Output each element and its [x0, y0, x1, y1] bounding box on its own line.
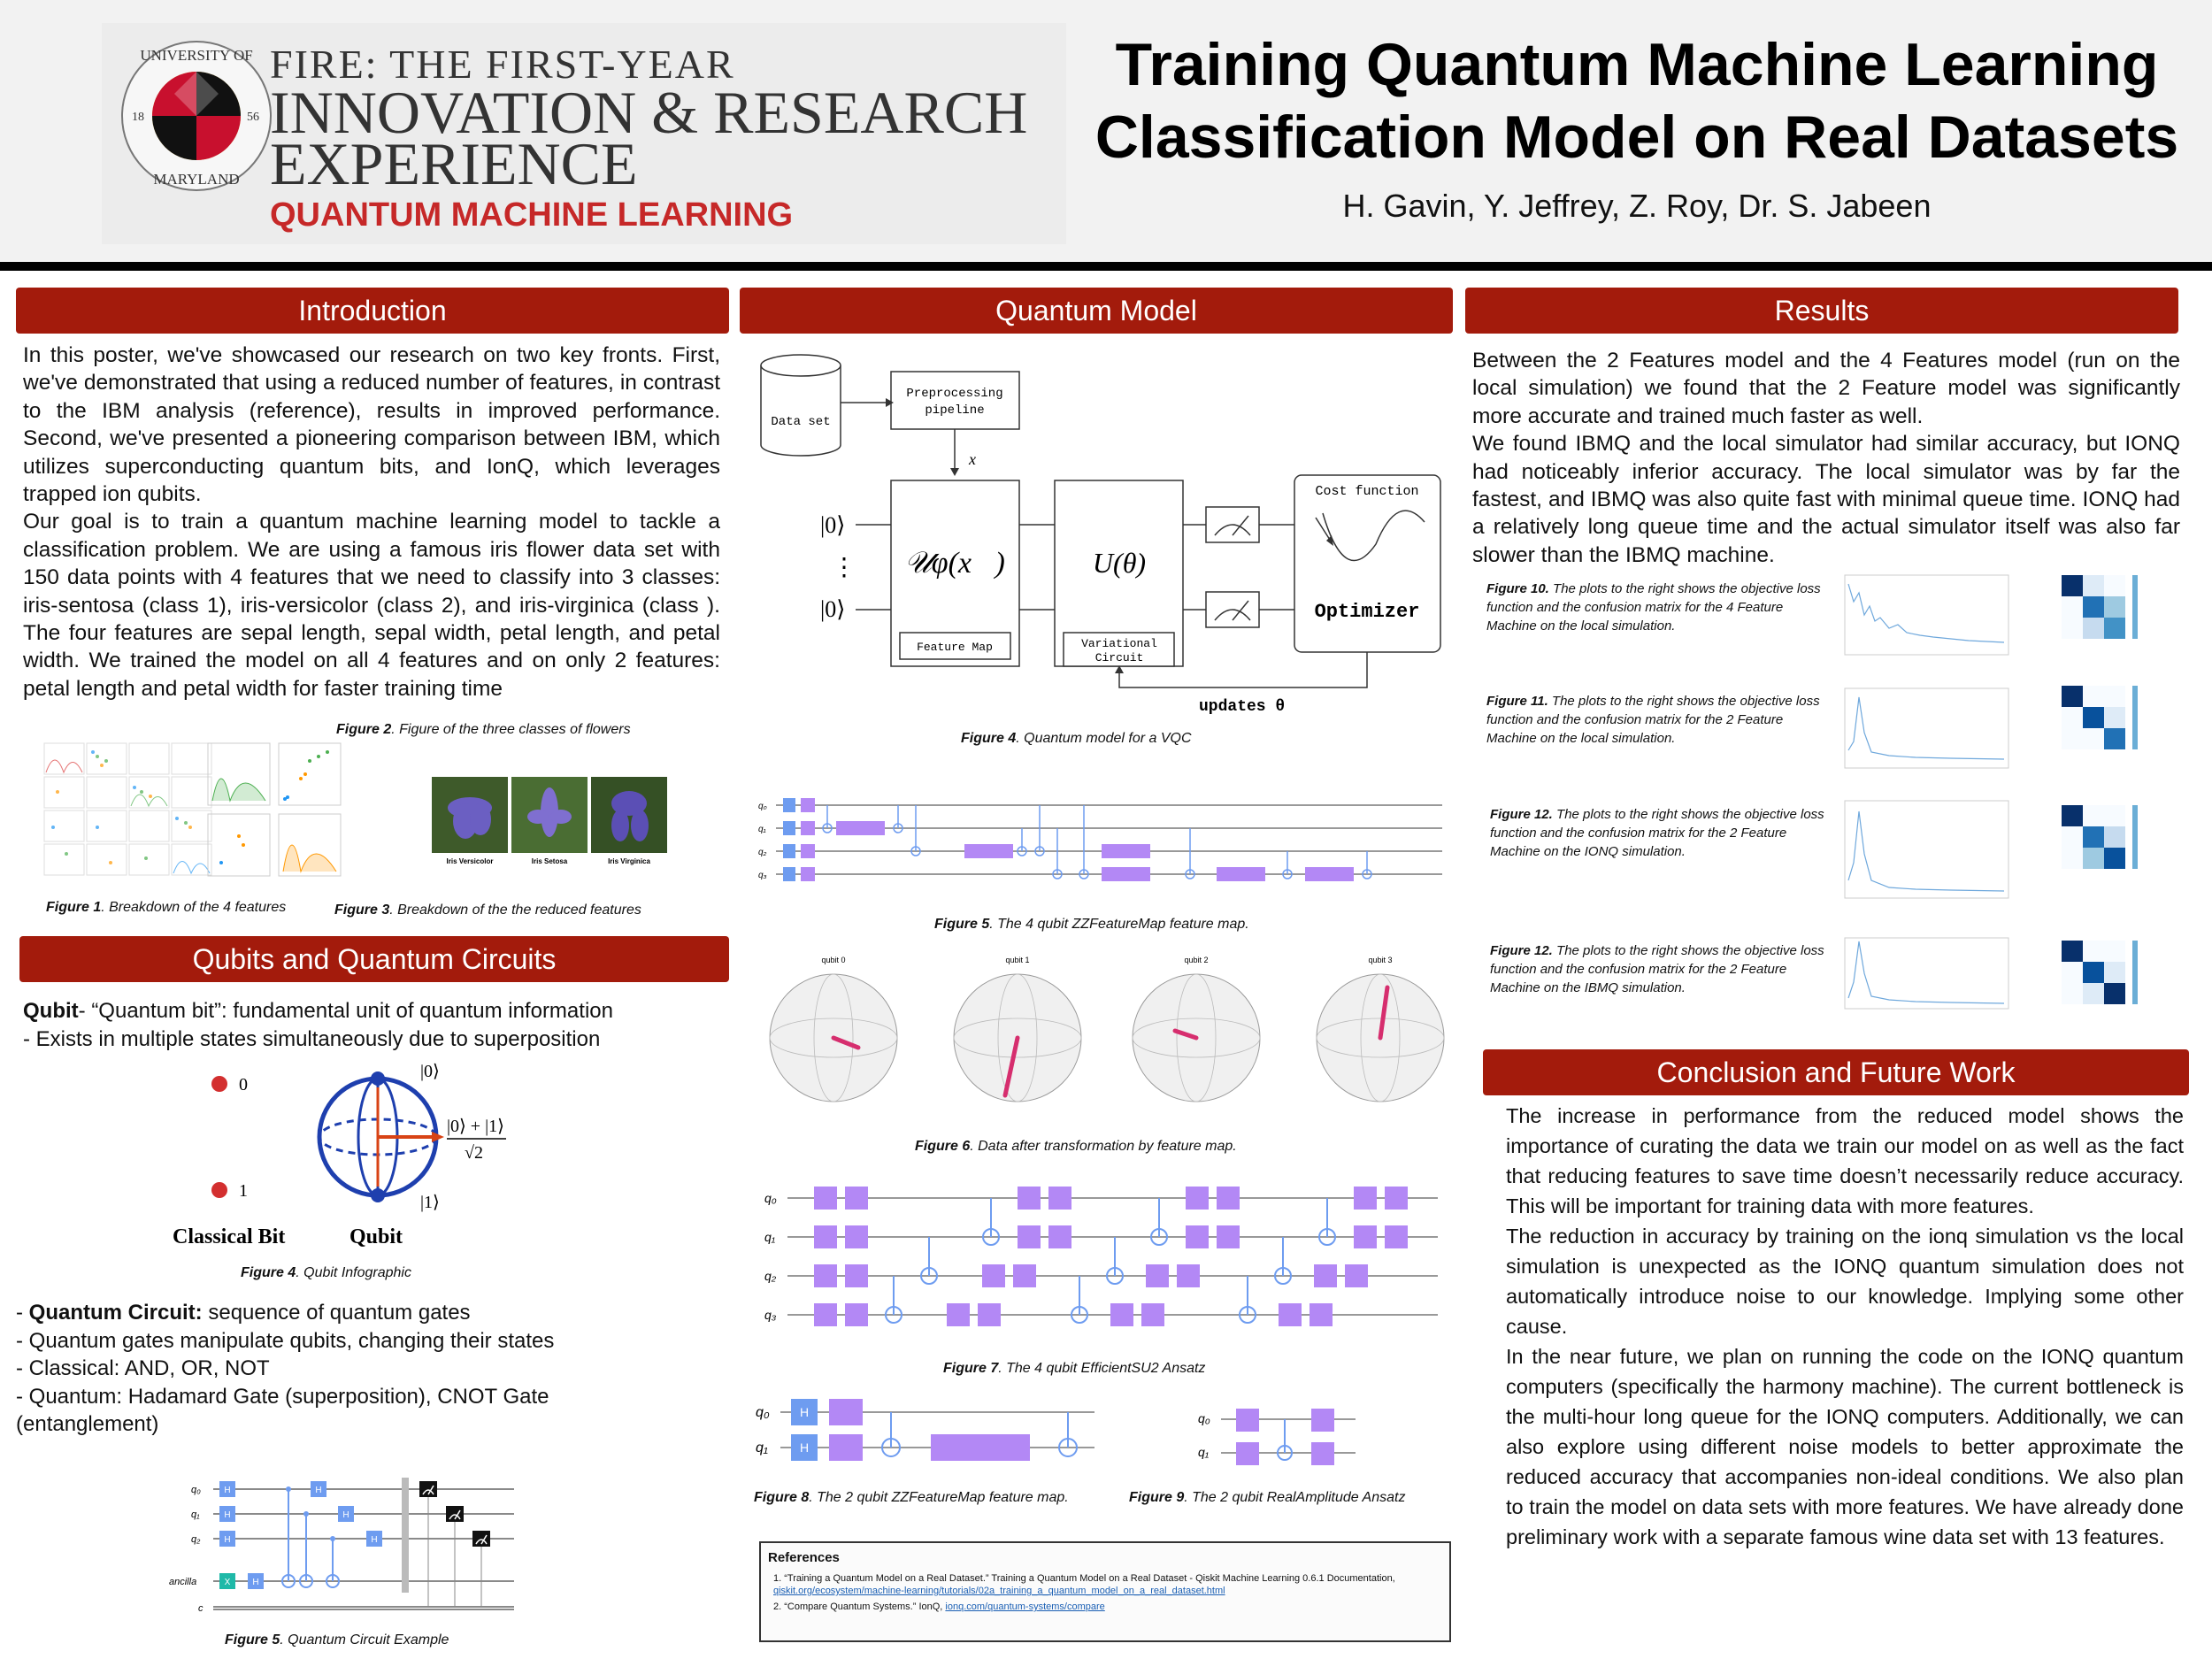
- iris-label-setosa: Iris Setosa: [531, 857, 568, 865]
- reference-2-link[interactable]: ionq.com/quantum-systems/compare: [945, 1601, 1105, 1612]
- references-box: [759, 1541, 1451, 1642]
- svg-text:q₂: q₂: [758, 848, 767, 857]
- svg-text:H: H: [371, 1535, 378, 1545]
- references-title: References: [768, 1550, 840, 1565]
- fig4-caption: Figure 4. Quantum model for a VQC: [961, 731, 1192, 746]
- qubit-title: Qubit: [349, 1225, 403, 1248]
- vqc-preprocess-line2: pipeline: [925, 403, 985, 418]
- confusion-matrix-1: [2057, 571, 2146, 659]
- efficient-su2-ansatz: [761, 1181, 1442, 1323]
- svg-text:q₁: q₁: [764, 1230, 776, 1244]
- vqc-variational-line1: Variational: [1081, 637, 1157, 650]
- vqc-xvec: x⃗: [969, 450, 988, 468]
- bloch-label-qubit2: qubit 2: [1184, 956, 1209, 964]
- vqc-diagram: [757, 349, 1447, 721]
- svg-text:X: X: [224, 1578, 231, 1587]
- intro-paragraph-1: In this poster, we've showcased our research on two key fronts. First, we've demonstrated that using a reduced number of features, in contrast to the IBM analysis (reference), results in improved performance. Second, we've presented a pioneering comparison between IBM, which utilizes superconducting quantum bits, and IonQ, which leverages trapped ion qubits.: [23, 343, 720, 507]
- iris-label-virginica: Iris Virginica: [608, 857, 650, 865]
- conclusion-paragraph-1: The increase in performance from the reduced model shows the importance of curating the data we train our model on as well as the fact that reducing features to save time doesn’t necessarily reduce accuracy. This will be important for training data with more features.: [1506, 1104, 2184, 1217]
- bloch-label-qubit0: qubit 0: [821, 956, 846, 964]
- vqc-updates-label: updates θ: [1199, 698, 1286, 716]
- vqc-cost-function-label: Cost function: [1315, 484, 1419, 499]
- svg-text:H: H: [315, 1486, 322, 1495]
- umd-seal-logo: [119, 39, 274, 194]
- fig3-caption: Figure 3. Breakdown of the the reduced features: [334, 902, 641, 918]
- svg-text:q₀: q₀: [764, 1191, 777, 1205]
- vqc-ket0-top: |0⟩: [820, 512, 846, 538]
- quantum-circuit-example: [165, 1473, 518, 1624]
- conclusion-paragraph-2: The reduction in accuracy by training on the ionq simulation vs the local simulation is unexpected as the IONQ quantum simulation does not automatically introduce noise to our knowledge. Implying some other cause.: [1506, 1225, 2184, 1338]
- poster-header: [0, 0, 2212, 271]
- results-paragraph-2: We found IBMQ and the local simulator had similar accuracy, but IONQ had noticeably inferior accuracy. The local simulator was by far the fastest, and IBMQ was also quite fast with minimal queue time. IONQ had a relatively long queue time and the actual simulator itself was also far slower than the IBMQ machine.: [1472, 432, 2180, 567]
- svg-text:q₀: q₀: [1198, 1411, 1210, 1425]
- wire-label-q2: q₂: [191, 1534, 201, 1545]
- seal-text-top: UNIVERSITY OF: [140, 47, 253, 64]
- iris-photos: [432, 777, 669, 867]
- classical-bit-0-dot: [211, 1076, 227, 1092]
- qubit-definition: Qubit- “Quantum bit”: fundamental unit of quantum information: [23, 999, 613, 1023]
- qc-bullet-4: (entanglement): [16, 1412, 159, 1436]
- classical-bit-1-dot: [211, 1182, 227, 1198]
- results-text: [1472, 347, 2180, 569]
- feature-pairplot-figure: [35, 739, 221, 880]
- svg-text:H: H: [342, 1510, 349, 1520]
- confusion-matrix-2: [2057, 681, 2146, 770]
- fig6-caption: Figure 6. Data after transformation by feature map.: [915, 1139, 1237, 1154]
- fig9-caption: Figure 9. The 2 qubit RealAmplitude Ansatz: [1129, 1490, 1406, 1505]
- intro-paragraph-2: Our goal is to train a quantum machine learning model to tackle a classification problem. We are using a famous iris flower data set with 150 data points with 4 features that we need to classify into 3 classes: iris-sentosa (class 1), iris-versicolor (class 2), and iris-virginica (class ). The four features are sepal length, sepal width, petal length, and petal width. We trained the model on all 4 features and on only 2 features: petal length and petal width for faster training time: [23, 510, 720, 701]
- fire-line-4: QUANTUM MACHINE LEARNING: [270, 196, 794, 234]
- vqc-optimizer-label: Optimizer: [1314, 601, 1420, 623]
- wire-label-q0: q₀: [191, 1485, 201, 1495]
- ket0-label: |0⟩: [420, 1062, 440, 1081]
- fig5-caption: Figure 5. The 4 qubit ZZFeatureMap feature map.: [934, 917, 1249, 932]
- vqc-feature-operator: 𝒰φ(x⃗): [904, 547, 1005, 580]
- real-amplitude-2q: [1196, 1405, 1364, 1469]
- fig1-caption: Figure 1. Breakdown of the 4 features: [46, 900, 287, 915]
- vqc-variational-operator: U(θ): [1092, 547, 1147, 579]
- qc-bullet-3: - Quantum: Hadamard Gate (superposition), CNOT Gate: [16, 1384, 549, 1409]
- reference-1-link[interactable]: qiskit.org/ecosystem/machine-learning/tutorials/02a_training_a_quantum_model_on_a_real_dataset.html: [773, 1586, 1225, 1596]
- classical-bit-title: Classical Bit: [173, 1225, 286, 1248]
- loss-plot-2feature-ibmq: [1836, 929, 2013, 1018]
- reference-1: 1. “Training a Quantum Model on a Real Dataset.” Training a Quantum Model on a Real Dataset - Qiskit Machine Learning 0.6.1 Documentation, qiskit.org/ecosystem/machine-learning/tutorials/02a_training_a_quantum_model_on_a_real_dataset.html: [773, 1573, 1395, 1596]
- ket1-label: |1⟩: [420, 1193, 440, 1212]
- title-line-1: Training Quantum Machine Learning: [1115, 31, 2159, 98]
- svg-text:H: H: [224, 1510, 231, 1520]
- svg-text:q₀: q₀: [756, 1405, 770, 1420]
- fig5b-caption: Figure 5. Quantum Circuit Example: [225, 1632, 449, 1647]
- fig4b-caption: Figure 4. Qubit Infographic: [241, 1265, 411, 1280]
- bloch-label-qubit1: qubit 1: [1005, 956, 1030, 964]
- vqc-dots: ⋮: [832, 554, 856, 581]
- svg-text:q₁: q₁: [1198, 1445, 1210, 1459]
- qc-bullet-2: - Classical: AND, OR, NOT: [16, 1356, 270, 1380]
- svg-text:q₁: q₁: [758, 825, 766, 834]
- fig12b-caption: Figure 12. The plots to the right shows the objective loss function and the confusion matrix for the 2 Feature Machine on the IBMQ simulation.: [1490, 943, 1824, 995]
- vqc-dataset-label: Data set: [771, 415, 831, 429]
- fire-line-2: INNOVATION & RESEARCH: [270, 79, 1028, 146]
- fig11-caption: Figure 11. The plots to the right shows the objective loss function and the confusion matrix for the 2 Feature Machine on the local simulation.: [1486, 694, 1820, 746]
- section-conclusion: Conclusion and Future Work: [1483, 1049, 2189, 1095]
- wire-label-q1: q₁: [191, 1509, 200, 1520]
- fire-line-3: EXPERIENCE: [270, 130, 638, 197]
- seal-year-right: 56: [247, 111, 259, 124]
- section-results: Results: [1465, 288, 2178, 334]
- reduced-features-figure: [204, 739, 354, 880]
- loss-plot-4feature-local: [1836, 566, 2013, 664]
- section-quantum-model: Quantum Model: [740, 288, 1453, 334]
- confusion-matrix-4: [2057, 936, 2146, 1025]
- results-paragraph-1: Between the 2 Features model and the 4 Features model (run on the local simulation) we found that the 2 Feature model was significantly more accurate and trained much faster as well.: [1472, 349, 2180, 428]
- section-qubits: Qubits and Quantum Circuits: [19, 936, 729, 982]
- seal-year-left: 18: [132, 111, 144, 124]
- zz-feature-map-4q: [757, 793, 1447, 890]
- zz-feature-map-2q: [754, 1394, 1099, 1464]
- superposition-denominator: √2: [465, 1143, 483, 1163]
- vqc-variational-line2: Circuit: [1094, 651, 1144, 664]
- svg-text:H: H: [252, 1578, 259, 1587]
- title-line-2: Classification Model on Real Datasets: [1094, 104, 2179, 171]
- svg-text:q₃: q₃: [764, 1308, 777, 1322]
- classical-bit-1-label: 1: [239, 1181, 248, 1201]
- loss-plot-2feature-local: [1836, 680, 2013, 777]
- fig8-caption: Figure 8. The 2 qubit ZZFeatureMap feature map.: [754, 1490, 1069, 1505]
- qc-bullet-1: - Quantum gates manipulate qubits, changing their states: [16, 1328, 555, 1353]
- vqc-preprocess-line1: Preprocessing: [906, 387, 1003, 401]
- fig2-caption: Figure 2. Figure of the three classes of flowers: [336, 722, 631, 737]
- vqc-ket0-bottom: |0⟩: [820, 596, 846, 622]
- fig10-caption: Figure 10. The plots to the right shows the objective loss function and the confusion matrix for the 4 Feature Machine on the local simulation.: [1486, 581, 1821, 634]
- fig12-caption: Figure 12. The plots to the right shows the objective loss function and the confusion matrix for the 2 Feature Machine on the IONQ simulation.: [1490, 807, 1824, 859]
- fire-line-1: FIRE: THE FIRST-YEAR: [270, 42, 735, 87]
- svg-text:q₀: q₀: [758, 802, 767, 811]
- qc-definition: - Quantum Circuit: sequence of quantum gates: [16, 1301, 471, 1325]
- svg-text:q₁: q₁: [756, 1440, 768, 1455]
- wire-label-creg: c: [198, 1603, 204, 1614]
- svg-text:q₃: q₃: [758, 871, 767, 880]
- wire-label-ancilla: ancilla: [169, 1577, 197, 1587]
- iris-label-versicolor: Iris Versicolor: [446, 857, 494, 865]
- conclusion-text: [1506, 1101, 2184, 1552]
- svg-text:H: H: [799, 1440, 810, 1455]
- bloch-label-qubit3: qubit 3: [1368, 956, 1393, 964]
- classical-bit-0-label: 0: [239, 1075, 248, 1094]
- section-introduction: Introduction: [16, 288, 729, 334]
- svg-text:H: H: [224, 1486, 231, 1495]
- conclusion-paragraph-3: In the near future, we plan on running the code on the IONQ quantum computers (specifically the harmony machine). The current bottleneck is the multi-hour long queue for the IONQ computers. Additionally, we can also explore using different noise models to better approximate the reduced accuracy that accompanies non-ideal conditions. We also plan to train the model on data sets with more features. We have already done preliminary work with a separate famous wine data set with 13 features.: [1506, 1345, 2184, 1548]
- poster-title: [1079, 28, 2194, 173]
- seal-text-bottom: MARYLAND: [153, 171, 240, 188]
- superposition-numerator: |0⟩ + |1⟩: [447, 1117, 504, 1136]
- intro-text: [23, 342, 720, 703]
- svg-text:H: H: [799, 1405, 810, 1419]
- quantum-circuit-bullets: [16, 1299, 724, 1439]
- qubit-bullets: [23, 997, 722, 1053]
- svg-text:H: H: [224, 1535, 231, 1545]
- fire-logo-block: [102, 23, 1066, 244]
- loss-plot-2feature-ionq: [1836, 792, 2013, 907]
- qubit-infographic: [173, 1057, 531, 1252]
- vqc-feature-map-label: Feature Map: [917, 641, 993, 654]
- authors: H. Gavin, Y. Jeffrey, Z. Roy, Dr. S. Jabeen: [1342, 188, 1932, 224]
- svg-text:q₂: q₂: [764, 1269, 777, 1283]
- fig7-caption: Figure 7. The 4 qubit EfficientSU2 Ansatz: [943, 1361, 1206, 1376]
- bloch-spheres: [761, 954, 1451, 1109]
- confusion-matrix-3: [2057, 801, 2146, 889]
- qubit-bullet-1: - Exists in multiple states simultaneously due to superposition: [23, 1026, 601, 1051]
- reference-2: 2. “Compare Quantum Systems.” IonQ, ionq.com/quantum-systems/compare: [773, 1601, 1105, 1612]
